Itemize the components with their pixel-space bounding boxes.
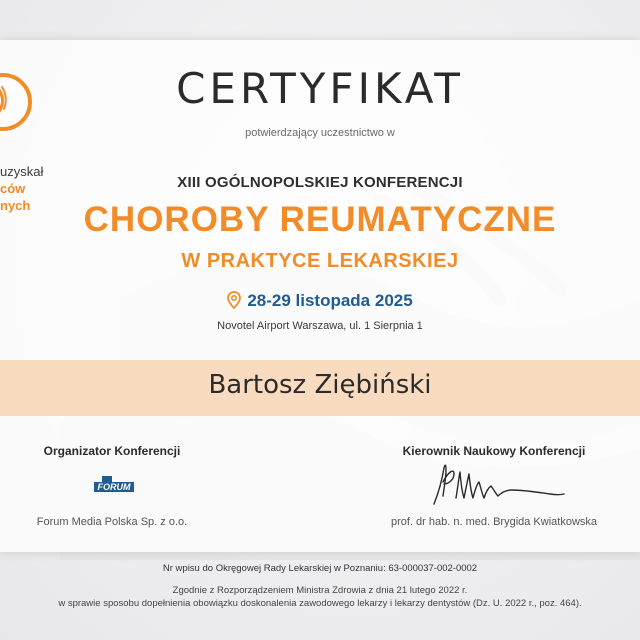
svg-text:FORUM: FORUM <box>97 482 131 493</box>
logo-line-2: ców <box>0 181 26 196</box>
conference-subtitle: W PRAKTYCE LEKARSKIEJ <box>181 250 459 272</box>
conference-date: 28-29 listopada 2025 <box>247 291 413 310</box>
forum-logo-icon <box>94 476 134 496</box>
certificate-subtitle: potwierdzający uczestnictwo w <box>245 127 395 139</box>
organizer-heading: Organizator Konferencji <box>43 444 181 458</box>
conference-venue: Novotel Airport Warszawa, ul. 1 Sierpnia 1 <box>217 320 423 332</box>
conference-date-row <box>0 291 640 314</box>
logo-line-1: uzyskał <box>0 164 44 179</box>
conference-edition: XIII OGÓLNOPOLSKIEJ KONFERENCJI <box>177 174 463 191</box>
participant-name: Bartosz Ziębiński <box>208 370 432 400</box>
director-heading: Kierownik Naukowy Konferencji <box>402 444 586 458</box>
regulation-line-2: w sprawie sposobu dopełnienia obowiązku doskonalenia zawodowego lekarzy i lekarzy dentystów (Dz. U. 2022 r., poz. 464). <box>58 598 582 609</box>
director-name: prof. dr hab. n. med. Brygida Kwiatkowska <box>390 516 598 528</box>
regulation-line-1: Zgodnie z Rozporządzeniem Ministra Zdrowia z dnia 21 lutego 2022 r. <box>172 585 468 596</box>
conference-title: CHOROBY REUMATYCZNE <box>83 200 557 239</box>
location-pin-icon <box>227 291 241 314</box>
registry-number: Nr wpisu do Okręgowej Rady Lekarskiej w Poznaniu: 63-000037-002-0002 <box>162 563 478 574</box>
handwritten-signature <box>428 458 568 508</box>
logo-line-3: nych <box>0 198 31 213</box>
certificate-title: CERTYFIKAT <box>176 64 464 113</box>
organizer-name: Forum Media Polska Sp. z o.o. <box>36 516 188 528</box>
